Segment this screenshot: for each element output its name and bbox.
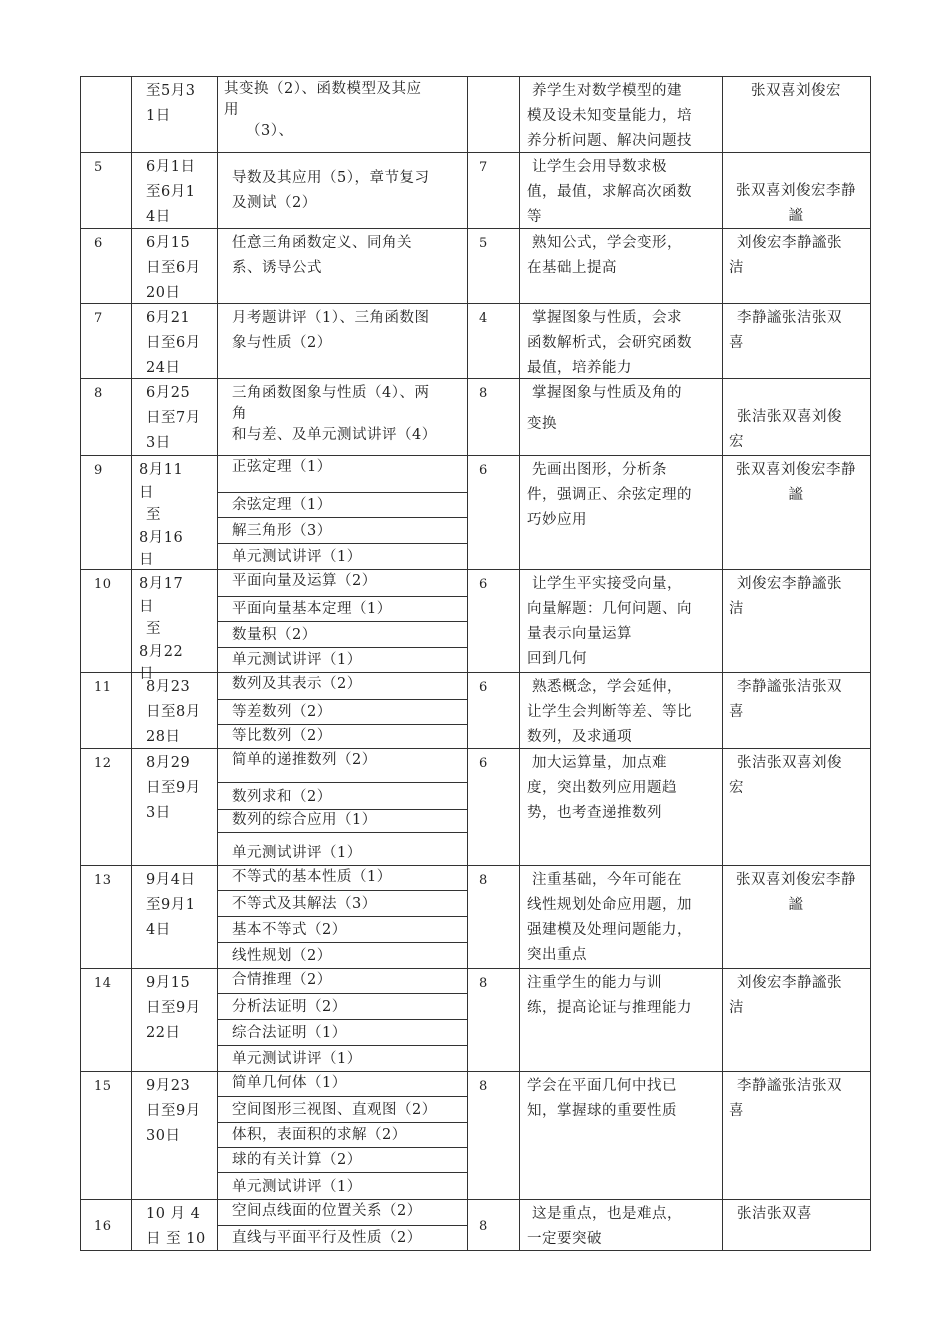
topic-text: 单元测试讲评（1） [232, 1051, 362, 1067]
goal-text: 线性规划处命应用题，加 [527, 897, 692, 913]
goal-text: 掌握图象与性质，会求 [532, 310, 682, 326]
goal-text: 让学生会判断等差、等比 [527, 704, 692, 720]
date-text: 日 [139, 552, 154, 568]
goal-text: 向量解题：几何问题、向 [527, 601, 692, 617]
teacher-text: 张双喜刘俊宏李静 [736, 462, 856, 478]
goal-text: 练，提高论证与推理能力 [527, 1000, 692, 1016]
goal-text: 突出重点 [527, 947, 587, 963]
table-vertical-border [870, 76, 871, 1250]
table-horizontal-border [80, 152, 871, 153]
hours-text: 6 [479, 577, 488, 592]
date-text: 日至9月 [146, 1103, 201, 1119]
hours-text: 8 [479, 976, 488, 991]
row-number: 8 [94, 386, 103, 401]
date-text: 日至8月 [146, 704, 201, 720]
topic-text: 分析法证明（2） [232, 999, 347, 1015]
goal-text: 势，也考查递推数列 [527, 805, 662, 821]
teacher-text: 謐 [788, 208, 804, 224]
date-text: 至 [146, 621, 161, 637]
date-text: 8月22 [139, 643, 184, 660]
topic-text: 余弦定理（1） [232, 497, 332, 513]
goal-text: 让学生平实接受向量， [532, 576, 682, 592]
goal-text: 加大运算量，加点难 [532, 755, 667, 771]
topic-text: 和与差、及单元测试讲评（4） [232, 427, 437, 443]
date-text: 20日 [146, 285, 181, 301]
date-text: 8月11 [139, 462, 184, 478]
topic-text: 不等式及其解法（3） [232, 896, 377, 912]
date-text: 22日 [146, 1025, 181, 1041]
row-number: 11 [94, 680, 112, 695]
goal-text: 巧妙应用 [527, 512, 587, 528]
table-horizontal-border [217, 993, 468, 994]
teacher-text: 宏 [729, 780, 744, 796]
teacher-text: 张洁张双喜 [737, 1206, 812, 1222]
date-text: 4日 [146, 922, 171, 938]
table-horizontal-border [80, 455, 871, 456]
table-horizontal-border [80, 865, 871, 866]
topic-text: 及测试（2） [232, 195, 317, 211]
hours-text: 7 [479, 160, 488, 175]
hours-text: 6 [479, 463, 488, 478]
teacher-text: 洁 [729, 260, 744, 276]
topic-text: 任意三角函数定义、同角关 [232, 235, 412, 251]
date-text: 10 月 4 [146, 1206, 201, 1222]
table-vertical-border [722, 76, 723, 1250]
teacher-text: 张双喜刘俊宏李静 [736, 183, 856, 199]
topic-text: 线性规划（2） [232, 948, 332, 964]
hours-text: 5 [479, 236, 488, 251]
teacher-text: 李静謐张洁张双 [737, 1078, 842, 1094]
goal-text: 在基础上提高 [527, 260, 617, 276]
row-number: 15 [94, 1079, 112, 1094]
teacher-text: 刘俊宏李静謐张 [737, 975, 842, 991]
hours-text: 8 [479, 1219, 488, 1234]
topic-text: 合情推理（2） [232, 972, 332, 988]
date-text: 日至6月 [146, 260, 201, 276]
topic-text: 其变换（2）、函数模型及其应 [224, 81, 422, 97]
topic-text: 系、诱导公式 [232, 260, 322, 276]
table-horizontal-border [80, 569, 871, 570]
topic-text: 角 [232, 406, 247, 422]
table-horizontal-border [80, 968, 871, 969]
row-number: 9 [94, 463, 103, 478]
hours-text: 6 [479, 756, 488, 771]
date-text: 9月4日 [146, 872, 196, 888]
date-text: 日至9月 [146, 1000, 201, 1016]
topic-text: 用 [224, 102, 239, 118]
row-number: 12 [94, 756, 112, 771]
date-text: 28日 [146, 729, 181, 745]
table-vertical-border [217, 76, 218, 1250]
goal-text: 注重学生的能力与训 [527, 975, 662, 991]
hours-text: 8 [479, 873, 488, 888]
goal-text: 数列，及求通项 [527, 729, 632, 745]
goal-text: 强建模及处理问题能力， [527, 922, 692, 938]
goal-text: 回到几何 [527, 651, 587, 667]
date-text: 9月15 [146, 975, 191, 991]
teacher-text: 李静謐张洁张双 [737, 310, 842, 326]
row-number: 7 [94, 311, 103, 326]
date-text: 日 [139, 484, 154, 501]
goal-text: 先画出图形，分析条 [532, 462, 667, 478]
topic-text: 等差数列（2） [232, 704, 332, 720]
row-number: 13 [94, 873, 112, 888]
teacher-text: 喜 [729, 335, 744, 351]
date-text: 6月21 [146, 310, 191, 326]
topic-text: 解三角形（3） [232, 523, 332, 539]
hours-text: 8 [479, 386, 488, 401]
teacher-text: 謐 [788, 897, 804, 913]
table-horizontal-border [80, 1071, 871, 1072]
teacher-text: 刘俊宏李静謐张 [737, 576, 842, 592]
goal-text: 变换 [527, 416, 557, 432]
topic-text: 体积，表面积的求解（2） [232, 1127, 407, 1143]
goal-text: 一定要突破 [527, 1231, 602, 1247]
teacher-text: 宏 [729, 434, 744, 450]
topic-text: （3）、 [246, 123, 294, 139]
topic-text: 等比数列（2） [232, 728, 332, 744]
topic-text: 单元测试讲评（1） [232, 1179, 362, 1195]
teacher-text: 李静謐张洁张双 [737, 679, 842, 695]
topic-text: 不等式的基本性质（1） [232, 869, 392, 885]
row-number: 5 [94, 160, 103, 175]
date-text: 8月17 [139, 576, 184, 592]
table-vertical-border [519, 76, 520, 1250]
goal-text: 值，最值，求解高次函数 [527, 184, 692, 200]
table-vertical-border [131, 76, 132, 1250]
date-text: 8月23 [146, 679, 191, 695]
topic-text: 简单几何体（1） [232, 1075, 347, 1091]
date-text: 日至6月 [146, 335, 201, 351]
table-horizontal-border [80, 303, 871, 304]
table-horizontal-border [80, 672, 871, 673]
goal-text: 注重基础，今年可能在 [532, 872, 682, 888]
teacher-text: 张双喜刘俊宏李静 [736, 872, 856, 888]
teacher-text: 张双喜刘俊宏 [751, 83, 841, 99]
goal-text: 这是重点，也是难点， [532, 1206, 682, 1222]
row-number: 14 [94, 976, 112, 991]
goal-text: 度，突出数列应用题趋 [527, 780, 677, 796]
date-text: 日至7月 [146, 410, 201, 426]
teacher-text: 喜 [729, 1103, 744, 1119]
topic-text: 单元测试讲评（1） [232, 549, 362, 565]
topic-text: 象与性质（2） [232, 335, 332, 351]
table-horizontal-border [80, 748, 871, 749]
goal-text: 养分析问题、解决问题技 [527, 133, 692, 149]
teacher-text: 謐 [788, 487, 804, 503]
teacher-text: 张洁张双喜刘俊 [737, 755, 842, 771]
hours-text: 6 [479, 680, 488, 695]
teacher-text: 喜 [729, 704, 744, 720]
topic-text: 简单的递推数列（2） [232, 752, 377, 768]
topic-text: 空间点线面的位置关系（2） [232, 1203, 422, 1219]
goal-text: 等 [527, 209, 542, 225]
topic-text: 三角函数图象与性质（4）、两 [232, 385, 430, 401]
date-text: 6月1日 [146, 159, 196, 175]
hours-text: 8 [479, 1079, 488, 1094]
date-text: 24日 [146, 360, 181, 376]
topic-text: 导数及其应用（5），章节复习 [232, 170, 430, 186]
goal-text: 掌握图象与性质及角的 [532, 385, 682, 401]
teacher-text: 洁 [729, 601, 744, 617]
date-text: 8月29 [146, 755, 191, 771]
date-text: 6月25 [146, 385, 191, 401]
date-text: 日 至 10 [146, 1231, 206, 1247]
topic-text: 球的有关计算（2） [232, 1152, 362, 1168]
goal-text: 让学生会用导数求极 [532, 159, 667, 175]
row-number: 16 [94, 1219, 112, 1234]
date-text: 日至9月 [146, 780, 201, 796]
goal-text: 最值，培养能力 [527, 360, 632, 376]
goal-text: 函数解析式，会研究函数 [527, 335, 692, 351]
topic-text: 月考题讲评（1）、三角函数图 [232, 310, 430, 326]
goal-text: 件，强调正、余弦定理的 [527, 487, 692, 503]
topic-text: 空间图形三视图、直观图（2） [232, 1102, 437, 1118]
topic-text: 正弦定理（1） [232, 459, 332, 475]
goal-text: 熟悉概念，学会延伸， [532, 679, 682, 695]
topic-text: 数列求和（2） [232, 789, 332, 805]
table-horizontal-border [80, 378, 871, 379]
table-vertical-border [80, 76, 81, 1250]
goal-text: 量表示向量运算 [527, 626, 632, 642]
goal-text: 知，掌握球的重要性质 [527, 1103, 677, 1119]
table-vertical-border [467, 76, 468, 1250]
topic-text: 基本不等式（2） [232, 922, 347, 938]
date-text: 9月23 [146, 1078, 191, 1094]
goal-text: 熟知公式，学会变形， [532, 235, 682, 251]
date-text: 至6月1 [146, 184, 196, 200]
table-horizontal-border [80, 1199, 871, 1200]
topic-text: 直线与平面平行及性质（2） [232, 1230, 422, 1246]
topic-text: 数列及其表示（2） [232, 676, 362, 692]
date-text: 3日 [146, 805, 171, 821]
date-text: 1日 [146, 108, 171, 124]
topic-text: 平面向量及运算（2） [232, 573, 377, 589]
topic-text: 单元测试讲评（1） [232, 652, 362, 668]
goal-text: 养学生对数学模型的建 [532, 83, 682, 99]
table-horizontal-border [217, 1096, 468, 1097]
teacher-text: 刘俊宏李静謐张 [737, 235, 842, 251]
date-text: 日 [139, 598, 154, 615]
topic-text: 平面向量基本定理（1） [232, 601, 392, 617]
teacher-text: 洁 [729, 1000, 744, 1016]
date-text: 日 [139, 666, 154, 682]
table-horizontal-border [217, 782, 468, 783]
date-text: 3日 [146, 435, 171, 451]
topic-text: 数量积（2） [232, 627, 317, 643]
row-number: 6 [94, 236, 103, 251]
goal-text: 模及设未知变量能力，培 [527, 108, 692, 124]
table-horizontal-border [80, 76, 871, 77]
date-text: 8月16 [139, 529, 184, 546]
date-text: 6月15 [146, 235, 191, 251]
row-number: 10 [94, 577, 112, 592]
hours-text: 4 [479, 311, 488, 326]
date-text: 至 [146, 507, 161, 523]
teacher-text: 张洁张双喜刘俊 [737, 409, 842, 425]
date-text: 至9月1 [146, 897, 196, 913]
date-text: 30日 [146, 1128, 181, 1144]
topic-text: 数列的综合应用（1） [232, 812, 377, 828]
date-text: 4日 [146, 209, 171, 225]
topic-text: 单元测试讲评（1） [232, 845, 362, 861]
goal-text: 学会在平面几何中找已 [527, 1078, 677, 1094]
date-text: 至5月3 [146, 83, 196, 99]
topic-text: 综合法证明（1） [232, 1025, 347, 1041]
table-horizontal-border [217, 890, 468, 891]
